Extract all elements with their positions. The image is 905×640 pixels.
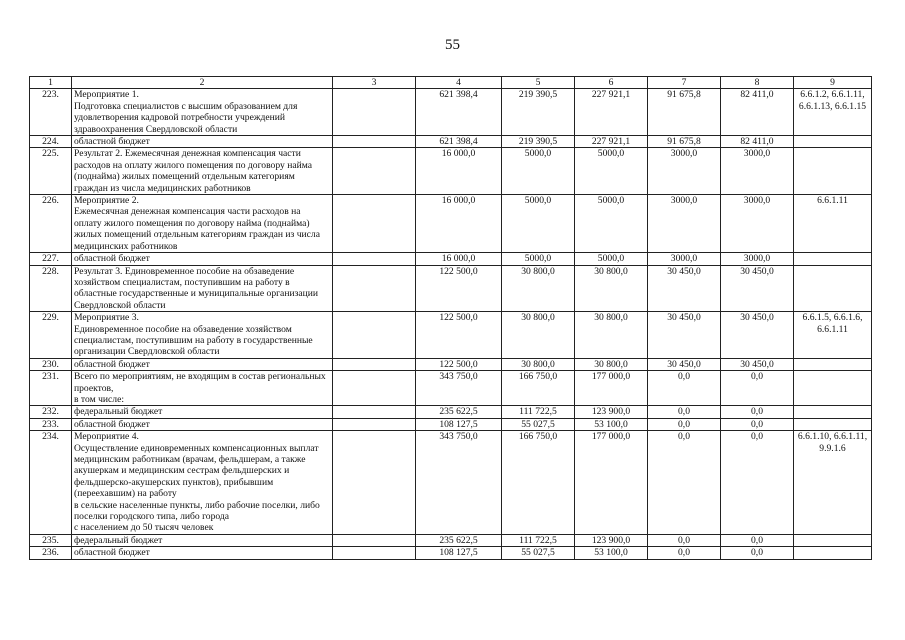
column-7-cell: 30 450,0	[648, 265, 721, 312]
column-8-cell: 0,0	[721, 547, 794, 559]
column-6-cell: 53 100,0	[575, 418, 648, 430]
column-header: 8	[721, 77, 794, 89]
column-header: 1	[30, 77, 72, 89]
description-cell: федеральный бюджет	[72, 534, 333, 546]
indicator-codes-cell	[794, 406, 872, 418]
column-4-cell: 621 398,4	[416, 89, 502, 136]
column-7-cell: 91 675,8	[648, 136, 721, 148]
table-row	[30, 406, 872, 418]
row-number-cell: 230.	[30, 358, 72, 370]
column-5-cell: 55 027,5	[502, 547, 575, 559]
row-number-cell: 236.	[30, 547, 72, 559]
indicator-codes-cell: 6.6.1.5, 6.6.1.6, 6.6.1.11	[794, 312, 872, 359]
indicator-codes-cell	[794, 534, 872, 546]
column-3-cell	[333, 312, 416, 359]
table-row	[30, 371, 872, 406]
table-row	[30, 195, 872, 253]
indicator-codes-cell	[794, 418, 872, 430]
column-7-cell: 3000,0	[648, 148, 721, 195]
table-row	[30, 431, 872, 535]
column-5-cell: 111 722,5	[502, 406, 575, 418]
description-cell: Мероприятие 4. Осуществление единовременных компенсационных выплат медицинским работникам (врачам, фельдшерам, а также акушеркам и медицинским сестрам фельдшерских и фельдшерско-акушерских пунктов), прибывшим (переехавшим) на работу в сельские населенные пункты, либо рабочие поселки, либо поселки городского типа, либо города с населением до 50 тысяч человек	[72, 431, 333, 535]
column-header: 9	[794, 77, 872, 89]
column-4-cell: 621 398,4	[416, 136, 502, 148]
column-3-cell	[333, 406, 416, 418]
description-cell: Результат 2. Ежемесячная денежная компенсация части расходов на оплату жилого помещения по договору найма (поднайма) жилых помещений отдельным категориям граждан из числа медицинских работников	[72, 148, 333, 195]
description-cell: областной бюджет	[72, 136, 333, 148]
column-header: 4	[416, 77, 502, 89]
column-3-cell	[333, 136, 416, 148]
column-5-cell: 55 027,5	[502, 418, 575, 430]
header-row	[30, 77, 872, 89]
column-7-cell: 0,0	[648, 431, 721, 535]
description-cell: Всего по мероприятиям, не входящим в состав региональных проектов, в том числе:	[72, 371, 333, 406]
row-number-cell: 229.	[30, 312, 72, 359]
column-8-cell: 0,0	[721, 406, 794, 418]
column-6-cell: 123 900,0	[575, 406, 648, 418]
column-4-cell: 16 000,0	[416, 253, 502, 265]
row-number-cell: 227.	[30, 253, 72, 265]
description-cell: Мероприятие 1. Подготовка специалистов с высшим образованием для удовлетворения кадровой потребности учреждений здравоохранения Свердловской области	[72, 89, 333, 136]
column-4-cell: 108 127,5	[416, 547, 502, 559]
column-8-cell: 3000,0	[721, 195, 794, 253]
description-cell: областной бюджет	[72, 547, 333, 559]
column-4-cell: 122 500,0	[416, 265, 502, 312]
indicator-codes-cell	[794, 136, 872, 148]
row-number-cell: 224.	[30, 136, 72, 148]
column-3-cell	[333, 358, 416, 370]
column-6-cell: 30 800,0	[575, 312, 648, 359]
column-header: 5	[502, 77, 575, 89]
column-7-cell: 0,0	[648, 371, 721, 406]
indicator-codes-cell	[794, 265, 872, 312]
column-8-cell: 30 450,0	[721, 358, 794, 370]
column-7-cell: 3000,0	[648, 195, 721, 253]
column-3-cell	[333, 418, 416, 430]
table-row	[30, 358, 872, 370]
column-5-cell: 5000,0	[502, 253, 575, 265]
column-3-cell	[333, 253, 416, 265]
table-row	[30, 547, 872, 559]
column-6-cell: 30 800,0	[575, 358, 648, 370]
column-4-cell: 16 000,0	[416, 148, 502, 195]
column-5-cell: 166 750,0	[502, 431, 575, 535]
description-cell: федеральный бюджет	[72, 406, 333, 418]
column-6-cell: 227 921,1	[575, 89, 648, 136]
column-header: 6	[575, 77, 648, 89]
description-cell: Результат 3. Единовременное пособие на обзаведение хозяйством специалистам, поступившим на работу в областные государственные и муниципальные организации Свердловской области	[72, 265, 333, 312]
column-8-cell: 82 411,0	[721, 89, 794, 136]
indicator-codes-cell	[794, 253, 872, 265]
column-5-cell: 30 800,0	[502, 265, 575, 312]
column-header: 2	[72, 77, 333, 89]
column-3-cell	[333, 265, 416, 312]
column-8-cell: 0,0	[721, 534, 794, 546]
column-4-cell: 122 500,0	[416, 312, 502, 359]
column-6-cell: 5000,0	[575, 253, 648, 265]
column-6-cell: 227 921,1	[575, 136, 648, 148]
column-header: 7	[648, 77, 721, 89]
column-6-cell: 5000,0	[575, 195, 648, 253]
column-8-cell: 0,0	[721, 371, 794, 406]
table-row	[30, 312, 872, 359]
indicator-codes-cell	[794, 547, 872, 559]
column-8-cell: 30 450,0	[721, 265, 794, 312]
row-number-cell: 234.	[30, 431, 72, 535]
indicator-codes-cell	[794, 371, 872, 406]
table-row	[30, 265, 872, 312]
column-6-cell: 123 900,0	[575, 534, 648, 546]
column-6-cell: 5000,0	[575, 148, 648, 195]
column-3-cell	[333, 195, 416, 253]
indicator-codes-cell: 6.6.1.10, 6.6.1.11, 9.9.1.6	[794, 431, 872, 535]
column-7-cell: 3000,0	[648, 253, 721, 265]
row-number-cell: 231.	[30, 371, 72, 406]
table-row	[30, 418, 872, 430]
column-5-cell: 30 800,0	[502, 358, 575, 370]
column-7-cell: 91 675,8	[648, 89, 721, 136]
column-4-cell: 235 622,5	[416, 534, 502, 546]
budget-table	[29, 76, 872, 560]
column-5-cell: 111 722,5	[502, 534, 575, 546]
column-8-cell: 0,0	[721, 431, 794, 535]
column-7-cell: 0,0	[648, 406, 721, 418]
row-number-cell: 226.	[30, 195, 72, 253]
column-7-cell: 30 450,0	[648, 312, 721, 359]
column-7-cell: 30 450,0	[648, 358, 721, 370]
column-6-cell: 53 100,0	[575, 547, 648, 559]
column-6-cell: 177 000,0	[575, 371, 648, 406]
indicator-codes-cell: 6.6.1.2, 6.6.1.11, 6.6.1.13, 6.6.1.15	[794, 89, 872, 136]
column-5-cell: 30 800,0	[502, 312, 575, 359]
column-8-cell: 0,0	[721, 418, 794, 430]
row-number-cell: 235.	[30, 534, 72, 546]
column-8-cell: 30 450,0	[721, 312, 794, 359]
column-4-cell: 343 750,0	[416, 371, 502, 406]
column-5-cell: 166 750,0	[502, 371, 575, 406]
description-cell: Мероприятие 2. Ежемесячная денежная компенсация части расходов на оплату жилого помещения по договору найма (поднайма) жилых помещений отдельным категориям граждан из числа медицинских работников	[72, 195, 333, 253]
column-5-cell: 5000,0	[502, 195, 575, 253]
row-number-cell: 228.	[30, 265, 72, 312]
column-4-cell: 122 500,0	[416, 358, 502, 370]
column-7-cell: 0,0	[648, 418, 721, 430]
row-number-cell: 225.	[30, 148, 72, 195]
description-cell: Мероприятие 3. Единовременное пособие на обзаведение хозяйством специалистам, поступившим на работу в государственные организации Свердловской области	[72, 312, 333, 359]
column-3-cell	[333, 547, 416, 559]
table-row	[30, 253, 872, 265]
column-6-cell: 177 000,0	[575, 431, 648, 535]
table-row	[30, 136, 872, 148]
column-header: 3	[333, 77, 416, 89]
table-row	[30, 89, 872, 136]
description-cell: областной бюджет	[72, 418, 333, 430]
row-number-cell: 223.	[30, 89, 72, 136]
row-number-cell: 232.	[30, 406, 72, 418]
column-7-cell: 0,0	[648, 534, 721, 546]
column-7-cell: 0,0	[648, 547, 721, 559]
column-3-cell	[333, 534, 416, 546]
column-3-cell	[333, 431, 416, 535]
column-3-cell	[333, 148, 416, 195]
indicator-codes-cell: 6.6.1.11	[794, 195, 872, 253]
column-4-cell: 235 622,5	[416, 406, 502, 418]
column-8-cell: 3000,0	[721, 148, 794, 195]
column-5-cell: 5000,0	[502, 148, 575, 195]
row-number-cell: 233.	[30, 418, 72, 430]
table-row	[30, 534, 872, 546]
column-8-cell: 3000,0	[721, 253, 794, 265]
column-5-cell: 219 390,5	[502, 136, 575, 148]
column-3-cell	[333, 89, 416, 136]
column-4-cell: 16 000,0	[416, 195, 502, 253]
description-cell: областной бюджет	[72, 358, 333, 370]
description-cell: областной бюджет	[72, 253, 333, 265]
indicator-codes-cell	[794, 148, 872, 195]
column-8-cell: 82 411,0	[721, 136, 794, 148]
column-4-cell: 108 127,5	[416, 418, 502, 430]
column-3-cell	[333, 371, 416, 406]
table-row	[30, 148, 872, 195]
column-4-cell: 343 750,0	[416, 431, 502, 535]
page-number: 55	[445, 37, 460, 53]
column-6-cell: 30 800,0	[575, 265, 648, 312]
column-5-cell: 219 390,5	[502, 89, 575, 136]
indicator-codes-cell	[794, 358, 872, 370]
